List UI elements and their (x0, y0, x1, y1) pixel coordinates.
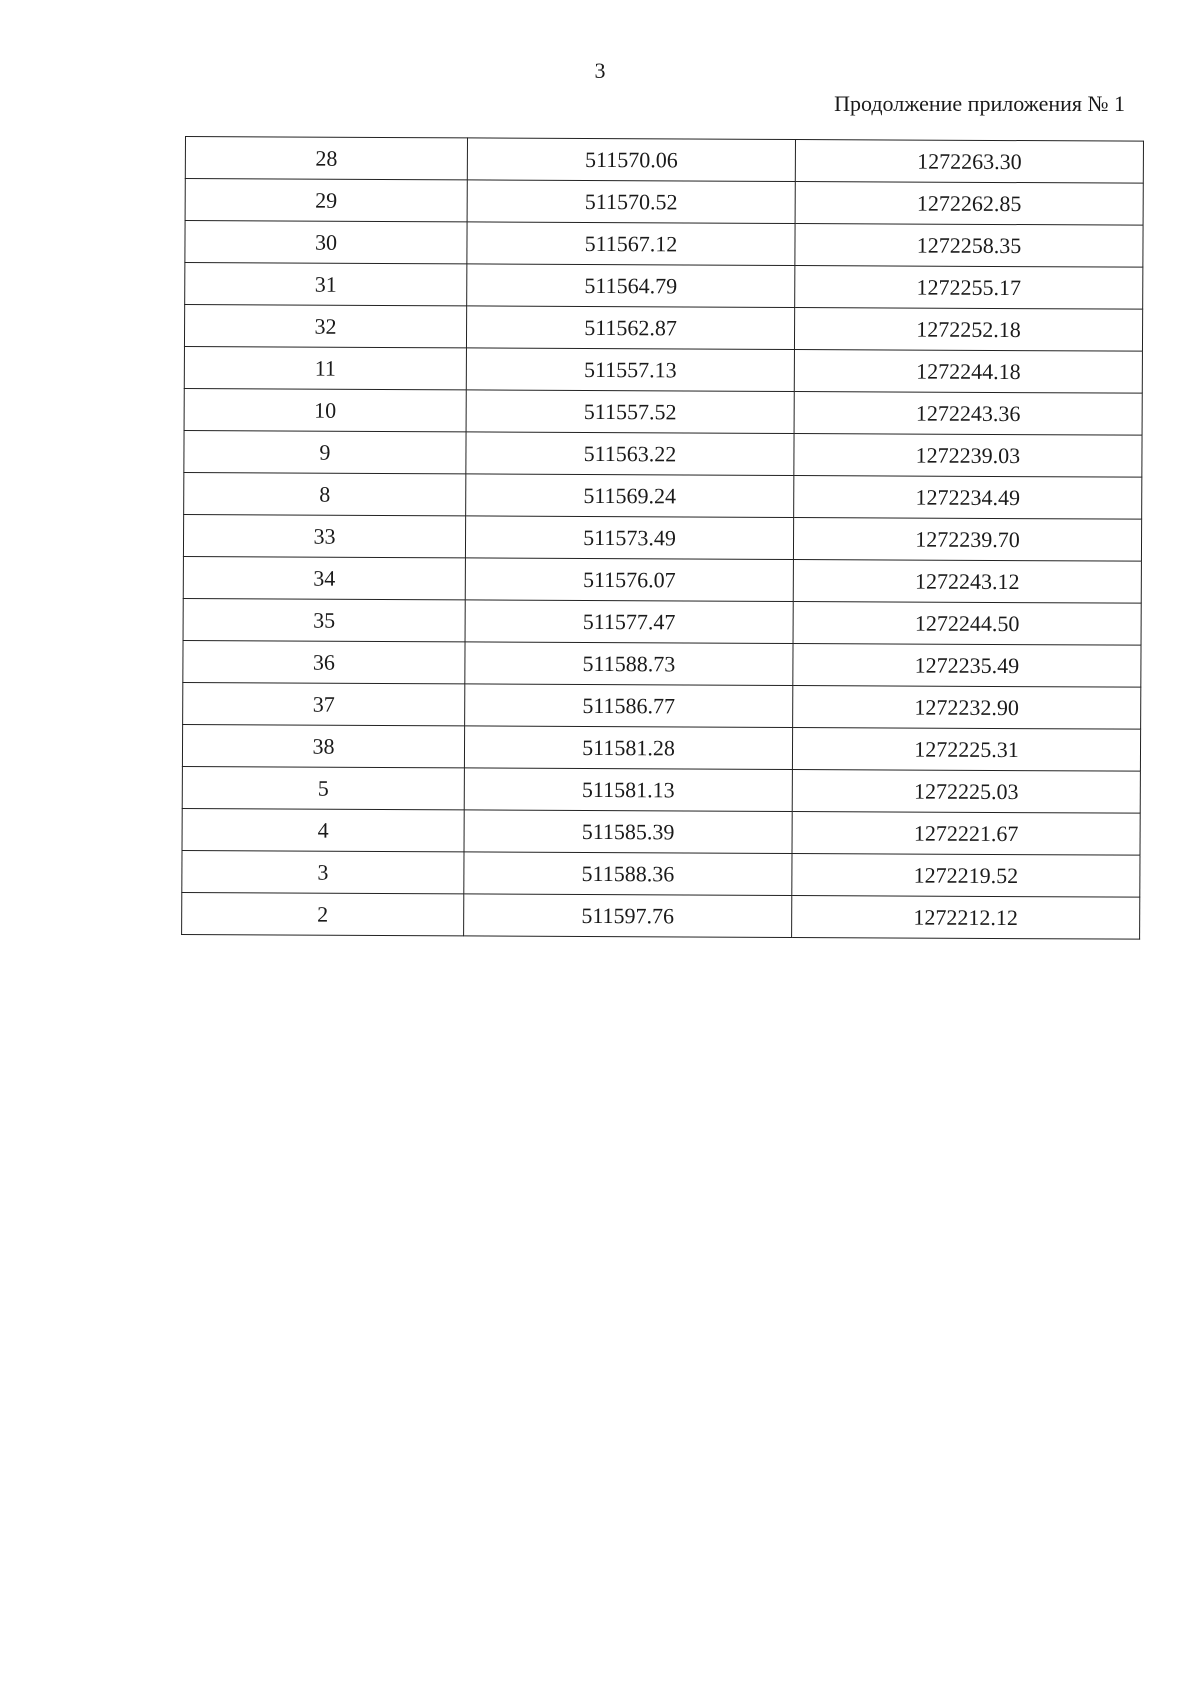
table-row (184, 388, 1142, 435)
point-number-cell: 36 (183, 640, 465, 683)
page-number: 3 (594, 58, 606, 83)
point-number-cell: 38 (182, 724, 464, 767)
table-row (183, 514, 1141, 561)
y-coordinate-cell: 1272239.03 (794, 433, 1142, 477)
table-row (182, 850, 1140, 897)
point-number-cell: 28 (185, 137, 467, 180)
coordinates-table (181, 136, 1144, 940)
y-coordinate-cell: 1272252.18 (794, 307, 1142, 351)
table-row (182, 892, 1140, 939)
y-coordinate-cell: 1272262.85 (795, 181, 1143, 225)
point-number-cell: 37 (183, 682, 465, 725)
y-coordinate-cell: 1272243.36 (794, 391, 1142, 435)
point-number-cell: 8 (184, 472, 466, 515)
table-row (183, 682, 1141, 729)
x-coordinate-cell: 511597.76 (464, 894, 792, 938)
x-coordinate-cell: 511564.79 (467, 264, 795, 308)
x-coordinate-cell: 511557.52 (466, 390, 794, 434)
x-coordinate-cell: 511581.28 (464, 726, 792, 770)
table-row (185, 137, 1143, 184)
y-coordinate-cell: 1272234.49 (794, 475, 1142, 519)
point-number-cell: 11 (184, 346, 466, 389)
point-number-cell: 10 (184, 388, 466, 431)
table-row (183, 640, 1141, 687)
x-coordinate-cell: 511573.49 (465, 516, 793, 560)
table-row (183, 556, 1141, 603)
point-number-cell: 32 (184, 305, 466, 348)
x-coordinate-cell: 511557.13 (466, 348, 794, 392)
y-coordinate-cell: 1272263.30 (795, 139, 1143, 183)
x-coordinate-cell: 511581.13 (464, 768, 792, 812)
y-coordinate-cell: 1272235.49 (793, 643, 1141, 687)
point-number-cell: 5 (182, 766, 464, 809)
point-number-cell: 31 (185, 263, 467, 306)
y-coordinate-cell: 1272239.70 (793, 517, 1141, 561)
point-number-cell: 33 (183, 514, 465, 557)
table-row (184, 346, 1142, 393)
x-coordinate-cell: 511588.36 (464, 852, 792, 896)
x-coordinate-cell: 511577.47 (465, 600, 793, 644)
point-number-cell: 34 (183, 556, 465, 599)
coordinates-table-body (182, 137, 1144, 940)
y-coordinate-cell: 1272244.18 (794, 349, 1142, 393)
x-coordinate-cell: 511570.52 (467, 180, 795, 224)
point-number-cell: 2 (182, 892, 464, 935)
table-row (184, 430, 1142, 477)
y-coordinate-cell: 1272244.50 (793, 601, 1141, 645)
point-number-cell: 9 (184, 430, 466, 473)
y-coordinate-cell: 1272255.17 (795, 265, 1143, 309)
x-coordinate-cell: 511570.06 (467, 138, 795, 182)
point-number-cell: 35 (183, 598, 465, 641)
table-row (184, 472, 1142, 519)
x-coordinate-cell: 511576.07 (465, 558, 793, 602)
y-coordinate-cell: 1272232.90 (793, 685, 1141, 729)
y-coordinate-cell: 1272212.12 (792, 895, 1140, 939)
table-row (183, 598, 1141, 645)
table-row (184, 305, 1142, 352)
x-coordinate-cell: 511588.73 (465, 642, 793, 686)
point-number-cell: 3 (182, 850, 464, 893)
table-row (185, 179, 1143, 226)
y-coordinate-cell: 1272221.67 (792, 811, 1140, 855)
x-coordinate-cell: 511562.87 (466, 306, 794, 350)
y-coordinate-cell: 1272243.12 (793, 559, 1141, 603)
y-coordinate-cell: 1272219.52 (792, 853, 1140, 897)
x-coordinate-cell: 511569.24 (466, 474, 794, 518)
y-coordinate-cell: 1272225.31 (792, 727, 1140, 771)
point-number-cell: 30 (185, 221, 467, 264)
table-row (185, 263, 1143, 310)
x-coordinate-cell: 511563.22 (466, 432, 794, 476)
y-coordinate-cell: 1272258.35 (795, 223, 1143, 267)
table-row (182, 724, 1140, 771)
table-row (182, 766, 1140, 813)
continuation-label: Продолжение приложения № 1 (834, 91, 1125, 116)
y-coordinate-cell: 1272225.03 (792, 769, 1140, 813)
table-row (185, 221, 1143, 268)
x-coordinate-cell: 511585.39 (464, 810, 792, 854)
point-number-cell: 4 (182, 808, 464, 851)
table-row (182, 808, 1140, 855)
x-coordinate-cell: 511586.77 (465, 684, 793, 728)
point-number-cell: 29 (185, 179, 467, 222)
x-coordinate-cell: 511567.12 (467, 222, 795, 266)
